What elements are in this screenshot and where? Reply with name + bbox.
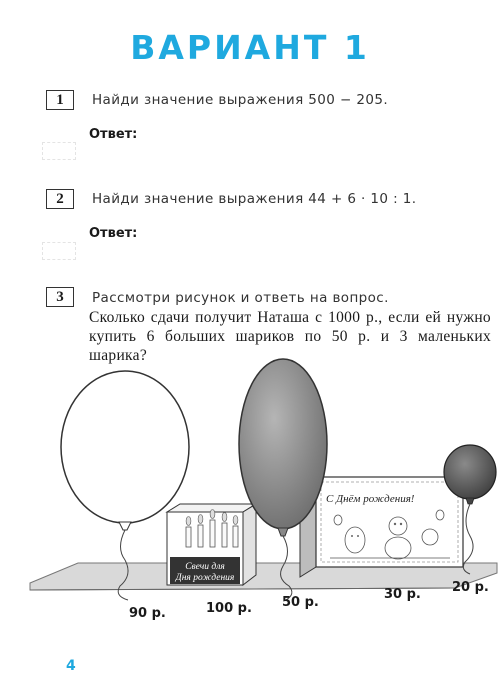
price-candles: 100 р.: [206, 601, 252, 616]
candle-box-label-line2: Дня рождения: [175, 573, 235, 583]
task-2-text: Найди значение выражения 44 + 6 · 10 : 1.: [92, 191, 417, 207]
task-2-number: 2: [46, 189, 74, 209]
card-greeting-text: С Днём рождения!: [326, 493, 415, 505]
task-1-text: Найди значение выражения 500 − 205.: [92, 92, 389, 108]
task-1-number: 1: [46, 90, 74, 110]
greeting-card: [300, 477, 463, 577]
task-3-number: 3: [46, 287, 74, 307]
price-large-balloon: 50 р.: [282, 595, 319, 610]
candle-box: [167, 504, 256, 585]
page-number: 4: [66, 658, 76, 674]
price-card: 30 р.: [384, 587, 421, 602]
task-3-problem: Сколько сдачи получит Наташа с 1000 р., если ей нужно купить 6 больших шариков по 50 р. и 3 маленьких шарика?: [89, 309, 491, 364]
task-3-text: Рассмотри рисунок и ответь на вопрос.: [92, 290, 389, 306]
price-small-balloon: 20 р.: [452, 580, 489, 595]
page-title: ВАРИАНТ 1: [130, 28, 370, 67]
task-1-answer-label: Ответ:: [89, 127, 138, 142]
candle-box-label-line1: Свечи для: [185, 562, 225, 572]
task-2-answer-label: Ответ:: [89, 226, 138, 241]
price-white-balloon: 90 р.: [129, 606, 166, 621]
